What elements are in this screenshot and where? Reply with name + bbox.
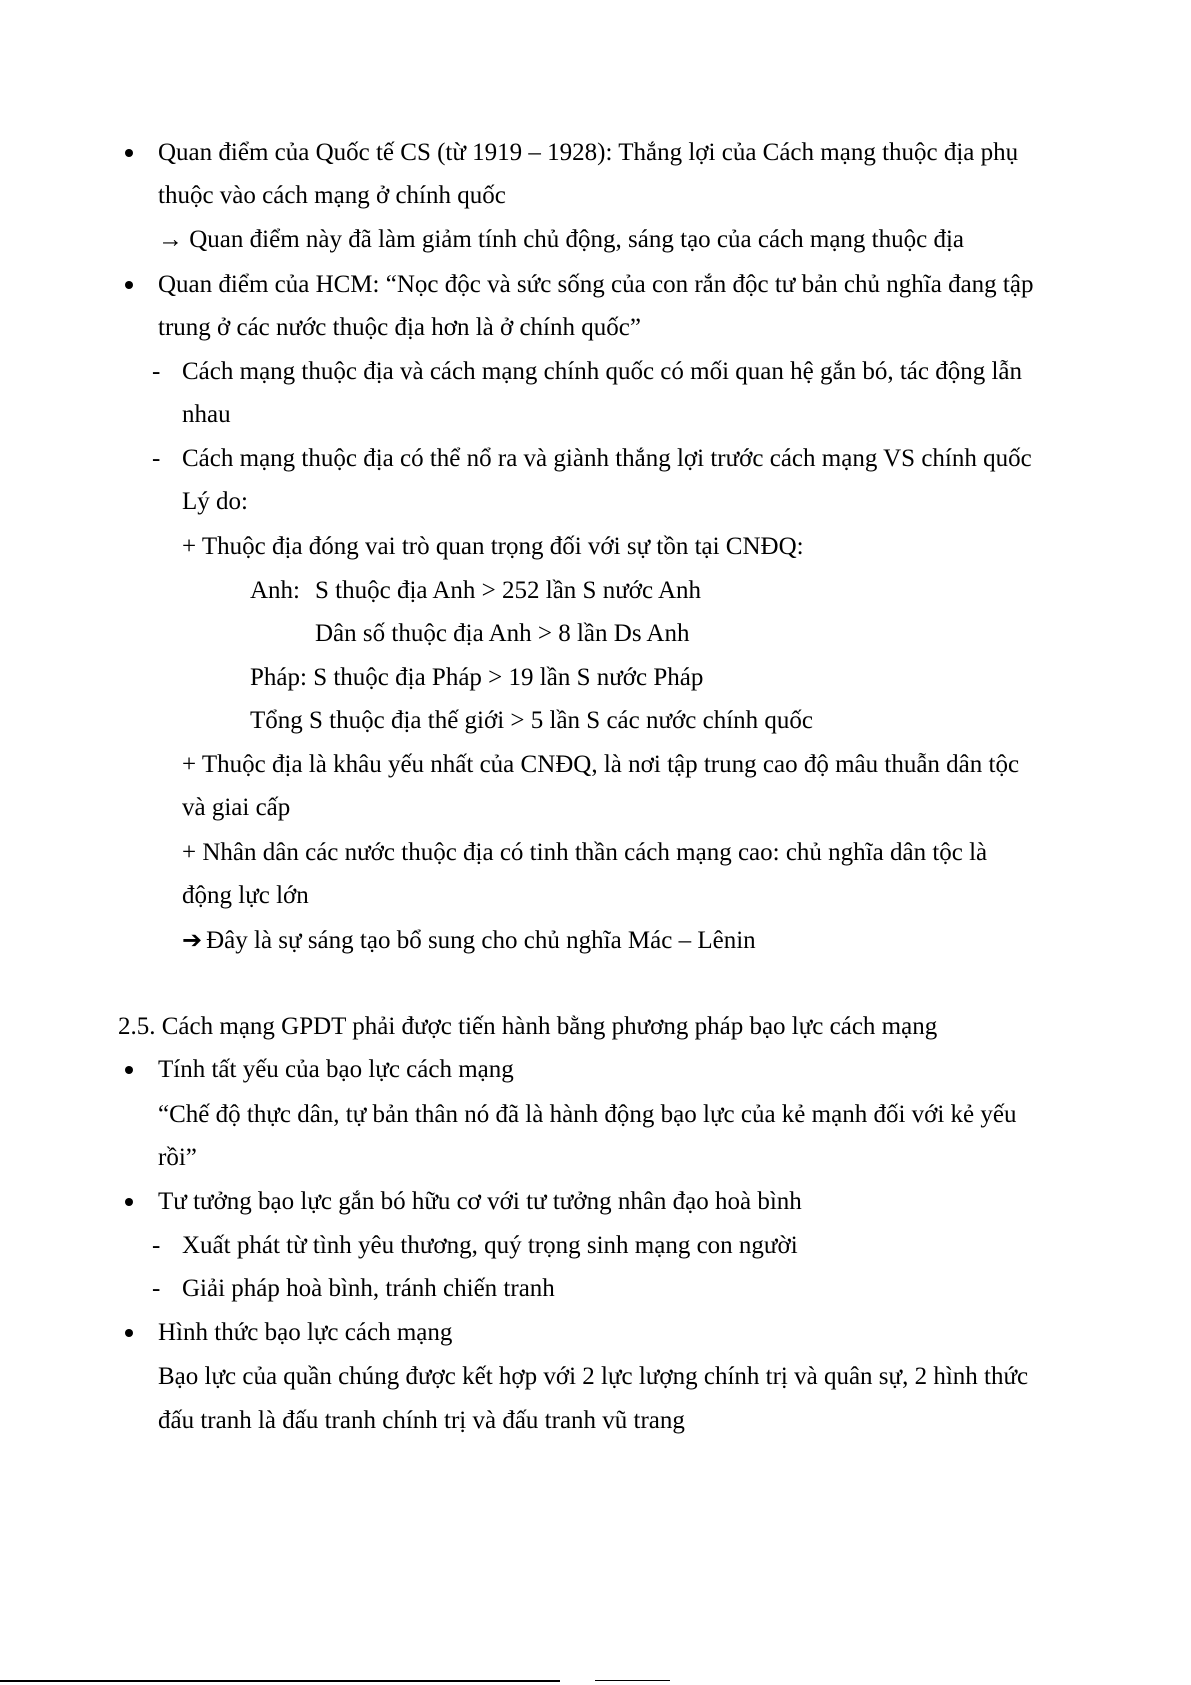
- bullet-icon: [125, 1066, 133, 1074]
- text-line: trung ở các nước thuộc địa hơn là ở chính quốc”: [158, 314, 641, 341]
- text-line: Xuất phát từ tình yêu thương, quý trọng sinh mạng con người: [182, 1232, 798, 1259]
- text-line: Pháp: S thuộc địa Pháp > 19 lần S nước Pháp: [250, 664, 704, 691]
- text-line: Lý do:: [182, 488, 248, 515]
- dash-marker: -: [152, 358, 161, 385]
- text-line: thuộc vào cách mạng ở chính quốc: [158, 182, 506, 209]
- text-line: và giai cấp: [182, 794, 291, 821]
- text-line: Dân số thuộc địa Anh > 8 lần Ds Anh: [315, 620, 690, 647]
- text-line: đấu tranh là đấu tranh chính trị và đấu tranh vũ trang: [158, 1407, 685, 1434]
- text-line: Bạo lực của quần chúng được kết hợp với 2 lực lượng chính trị và quân sự, 2 hình thức: [158, 1363, 1029, 1390]
- text-line: + Nhân dân các nước thuộc địa có tinh thần cách mạng cao: chủ nghĩa dân tộc là: [182, 839, 988, 866]
- text-line: “Chế độ thực dân, tự bản thân nó đã là hành động bạo lực của kẻ mạnh đối với kẻ yếu: [158, 1101, 1017, 1128]
- dash-marker: -: [152, 1275, 161, 1302]
- text-line: Cách mạng thuộc địa có thể nổ ra và giành thắng lợi trước cách mạng VS chính quốc: [182, 445, 1032, 472]
- text-line: Đây là sự sáng tạo bổ sung cho chủ nghĩa Mác – Lênin: [206, 927, 756, 954]
- bullet-icon: [125, 149, 133, 157]
- text-line: Giải pháp hoà bình, tránh chiến tranh: [182, 1275, 555, 1302]
- text-line: Tư tưởng bạo lực gắn bó hữu cơ với tư tưởng nhân đạo hoà bình: [158, 1188, 802, 1215]
- text-line: Cách mạng thuộc địa và cách mạng chính quốc có mối quan hệ gắn bó, tác động lẫn: [182, 358, 1023, 385]
- text-line: S thuộc địa Anh > 252 lần S nước Anh: [315, 577, 701, 604]
- text-line: + Thuộc địa đóng vai trò quan trọng đối với sự tồn tại CNĐQ:: [182, 533, 804, 560]
- page-bottom-rule-fragment: [595, 1680, 670, 1681]
- text-line: nhau: [182, 401, 231, 428]
- text-line: Tính tất yếu của bạo lực cách mạng: [158, 1056, 514, 1083]
- bullet-icon: [125, 1198, 133, 1206]
- text-line: Anh:: [250, 577, 300, 604]
- arrow-right-icon: ➔: [182, 926, 203, 954]
- text-line: Tổng S thuộc địa thế giới > 5 lần S các nước chính quốc: [250, 707, 814, 734]
- bullet-icon: [125, 1329, 133, 1337]
- section-heading: 2.5. Cách mạng GPDT phải được tiến hành bằng phương pháp bạo lực cách mạng: [118, 1013, 938, 1040]
- text-line: Quan điểm của HCM: “Nọc độc và sức sống của con rắn độc tư bản chủ nghĩa đang tập: [158, 271, 1034, 298]
- text-line: + Thuộc địa là khâu yếu nhất của CNĐQ, là nơi tập trung cao độ mâu thuẫn dân tộc: [182, 751, 1020, 778]
- dash-marker: -: [152, 1232, 161, 1259]
- text-line: Hình thức bạo lực cách mạng: [158, 1319, 453, 1346]
- conclusion-line: [182, 925, 756, 956]
- page-bottom-rule: [0, 1680, 560, 1682]
- text-line: rồi”: [158, 1144, 197, 1171]
- text-line: Quan điểm của Quốc tế CS (từ 1919 – 1928): Thắng lợi của Cách mạng thuộc địa phụ: [158, 139, 1019, 166]
- bullet-icon: [125, 281, 133, 289]
- text-line: → Quan điểm này đã làm giảm tính chủ động, sáng tạo của cách mạng thuộc địa: [158, 226, 965, 253]
- dash-marker: -: [152, 445, 161, 472]
- text-line: động lực lớn: [182, 882, 309, 909]
